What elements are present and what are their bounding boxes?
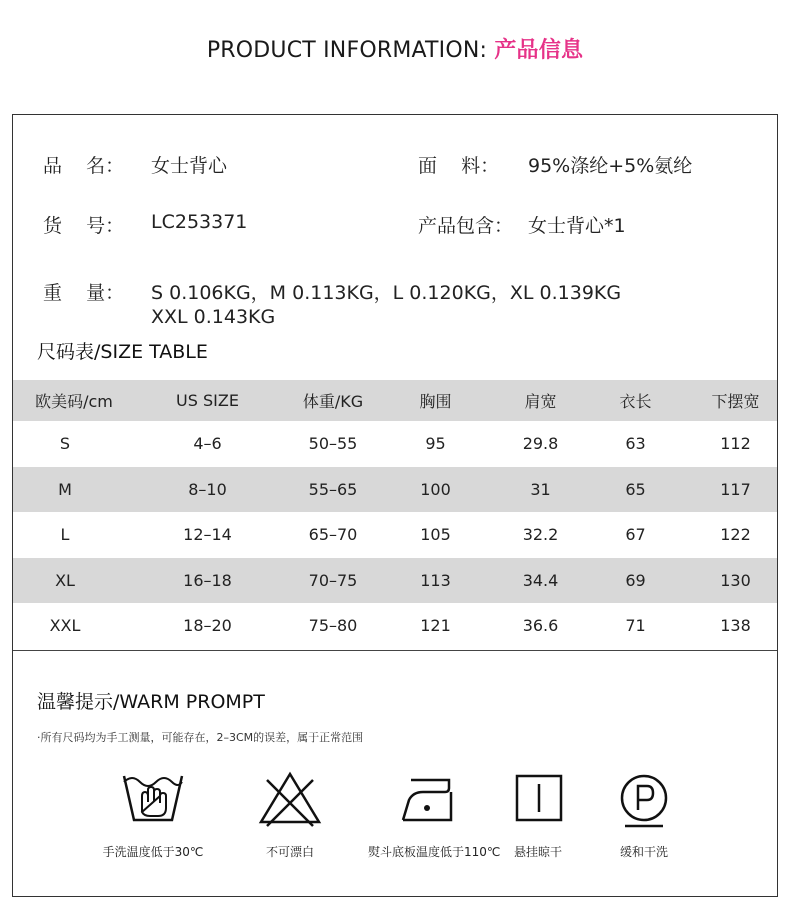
no-bleach-icon [257,770,323,830]
info-material-label: 面 料： [418,155,500,177]
info-material-row [13,151,777,177]
table-cell: 50–55 [308,434,358,453]
product-info-panel [12,114,778,897]
table-cell: 117 [720,480,751,499]
table-cell: M [58,480,72,499]
hand-wash-icon [120,770,186,830]
table-row [13,512,777,557]
header-cell: 肩宽 [524,392,557,411]
info-sku-value: LC253371 [151,211,248,233]
section-divider [13,650,777,651]
table-cell: XXL [49,616,81,635]
table-cell: 105 [420,525,451,544]
table-row [13,603,777,648]
care-item-iron-low [368,770,501,859]
table-cell: 34.4 [522,571,559,590]
table-cell: 8–10 [188,480,227,499]
table-cell: 121 [420,616,451,635]
table-row [13,467,777,512]
table-cell: 12–14 [183,525,232,544]
dry-clean-p-icon [611,770,677,830]
table-cell: 69 [625,571,646,590]
info-weight-row [13,278,777,334]
table-row [13,558,777,603]
table-cell: 122 [720,525,751,544]
care-item-dry-clean [584,770,704,859]
table-cell: 70–75 [308,571,358,590]
table-cell: 112 [720,434,751,453]
table-cell: 32.2 [522,525,559,544]
table-cell: 95 [425,434,446,453]
size-table-header [13,380,777,421]
table-cell: 18–20 [183,616,232,635]
page-title-en: PRODUCT INFORMATION: [206,38,488,63]
table-cell: 63 [625,434,646,453]
header-cell: 体重/KG [302,392,364,411]
iron-low-icon [393,770,463,830]
page-title [0,33,790,64]
care-label: 熨斗底板温度低于110℃ [368,845,501,859]
care-item-hand-wash [93,770,213,859]
table-cell: 36.6 [522,616,559,635]
table-cell: 31 [530,480,551,499]
hang-dry-icon [505,770,571,830]
info-weight-value-line2: XXL 0.143KG [151,306,276,328]
table-cell: 71 [625,616,646,635]
info-material-value: 95%涤纶+5%氨纶 [528,155,693,177]
table-cell: S [59,434,71,453]
header-cell: 衣长 [619,392,652,411]
info-weight-value-line1: S 0.106KG，M 0.113KG，L 0.120KG，XL 0.139KG [151,282,622,304]
table-cell: 29.8 [522,434,559,453]
info-weight-label: 重 量： [43,282,125,304]
table-cell: 4–6 [193,434,222,453]
table-cell: 65–70 [308,525,358,544]
info-package-value: 女士背心*1 [528,215,626,237]
header-cell: 胸围 [419,392,452,411]
table-cell: 100 [420,480,451,499]
table-cell: 130 [720,571,751,590]
care-label: 悬挂晾干 [513,845,562,859]
care-label: 手洗温度低于30℃ [102,845,204,859]
info-sku-label: 货 号： [43,215,125,237]
header-cell: 下摆宽 [711,392,760,411]
table-cell: 113 [420,571,451,590]
header-cell: US SIZE [176,391,239,410]
table-cell: XL [55,571,75,590]
header-cell: 欧美码/cm [35,392,113,411]
size-table-title: 尺码表/SIZE TABLE [37,341,208,363]
info-name-value: 女士背心 [151,155,228,177]
table-cell: 75–80 [308,616,358,635]
page-title-cn: 产品信息 [494,38,584,63]
info-name-label: 品 名： [43,155,125,177]
care-item-no-bleach [230,770,350,859]
warm-prompt-note: ·所有尺码均为手工测量，可能存在，2–3CM的误差，属于正常范围 [37,731,364,744]
table-row [13,421,777,466]
table-cell: 55–65 [308,480,358,499]
table-cell: 65 [625,480,646,499]
table-cell: 138 [720,616,751,635]
info-package-row [13,211,777,237]
care-label: 缓和干洗 [619,845,668,859]
table-cell: 67 [625,525,646,544]
warm-prompt-title: 温馨提示/WARM PROMPT [37,691,265,713]
table-cell: L [60,525,70,544]
care-item-hang-dry [478,770,598,859]
table-cell: 16–18 [183,571,232,590]
care-label: 不可漂白 [265,845,314,859]
info-package-label: 产品包含： [418,215,514,237]
